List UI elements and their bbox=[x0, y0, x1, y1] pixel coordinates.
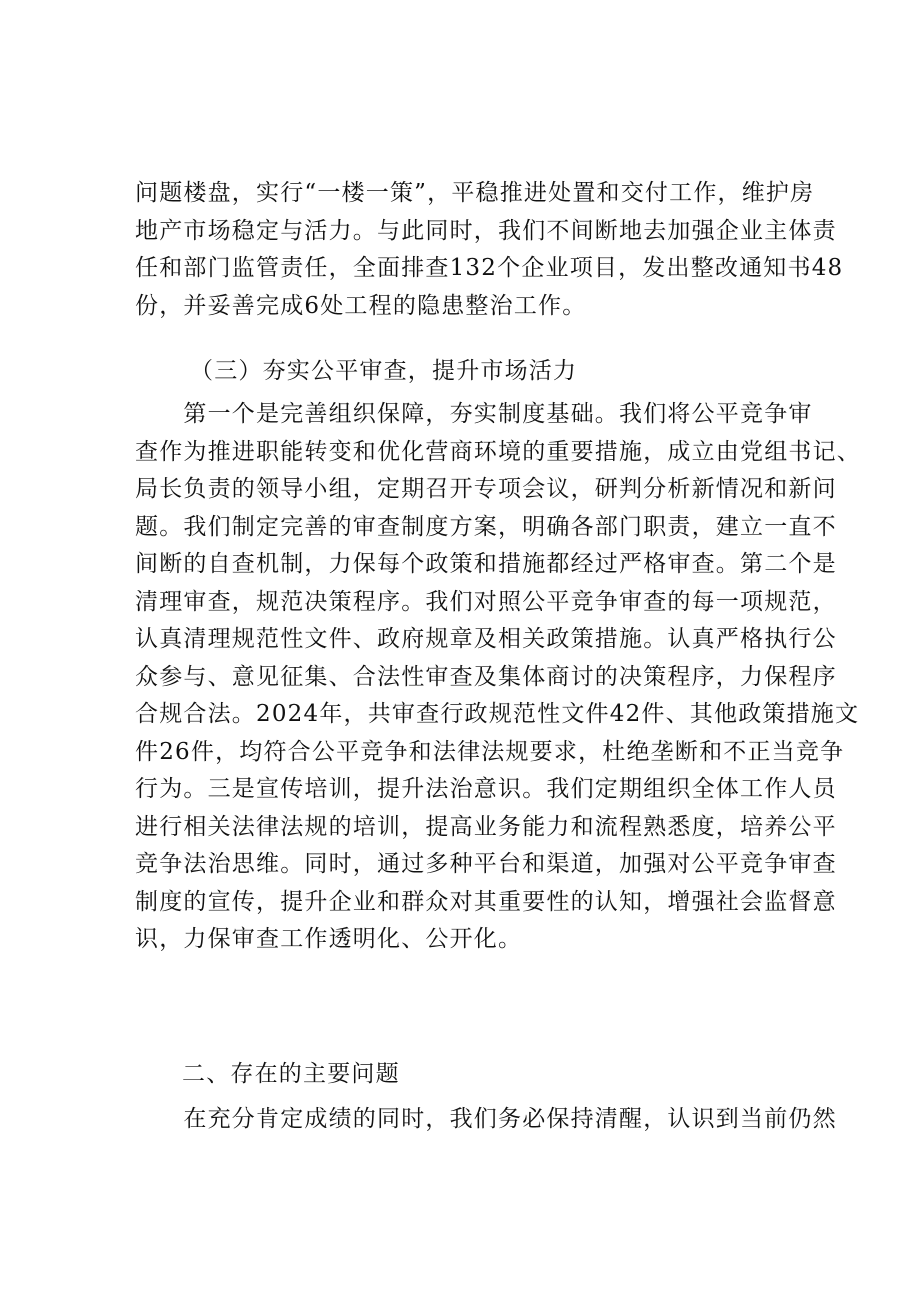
text-line: 第一个是完善组织保障，夯实制度基础。我们将公平竞争审 bbox=[135, 401, 813, 427]
text-line: 众参与、意见征集、合法性审查及集体商讨的决策程序，力保程序 bbox=[135, 663, 837, 690]
text-line: 题。我们制定完善的审查制度方案，明确各部门职责，建立一直不 bbox=[135, 513, 837, 540]
text-line: 识，力保审查工作透明化、公开化。 bbox=[135, 926, 523, 952]
text-line: 制度的宣传，提升企业和群众对其重要性的认知，增强社会监督意 bbox=[135, 888, 837, 915]
text-line: 进行相关法律法规的培训，提高业务能力和流程熟悉度，培养公平 bbox=[135, 813, 837, 840]
subheading-fair-review: （三）夯实公平审查，提升市场活力 bbox=[190, 358, 578, 384]
text-line: 任和部门监管责任，全面排查132个企业项目，发出整改通知书48 bbox=[135, 255, 844, 281]
text-line: 行为。三是宣传培训，提升法治意识。我们定期组织全体工作人员 bbox=[135, 776, 837, 802]
text-line: 合规合法。2024年，共审查行政规范性文件42件、其他政策措施文 bbox=[135, 701, 860, 727]
text-line: 清理审查，规范决策程序。我们对照公平竞争审查的每一项规范， bbox=[135, 588, 837, 615]
text-line: 件26件，均符合公平竞争和法律法规要求，杜绝垄断和不正当竞争 bbox=[135, 738, 845, 765]
text-line: 问题楼盘，实行“一楼一策”，平稳推进处置和交付工作，维护房 bbox=[135, 180, 815, 206]
paragraph-fair-competition-review bbox=[135, 396, 861, 959]
section-heading-main-problems: 二、存在的主要问题 bbox=[182, 1061, 400, 1087]
text-line: 竞争法治思维。同时，通过多种平台和渠道，加强对公平竞争审查 bbox=[135, 851, 837, 877]
text-line: 地产市场稳定与活力。与此同时，我们不间断地去加强企业主体责 bbox=[135, 217, 837, 244]
paragraph-problems-intro bbox=[135, 1101, 837, 1139]
paragraph-property-market bbox=[135, 175, 844, 325]
text-line: 在充分肯定成绩的同时，我们务必保持清醒，认识到当前仍然 bbox=[135, 1106, 837, 1132]
text-line: 查作为推进职能转变和优化营商环境的重要措施，成立由党组书记、 bbox=[135, 438, 861, 465]
text-line: 份，并妥善完成6处工程的隐患整治工作。 bbox=[135, 292, 587, 319]
text-line: 间断的自查机制，力保每个政策和措施都经过严格审查。第二个是 bbox=[135, 551, 837, 577]
text-line: 认真清理规范性文件、政府规章及相关政策措施。认真严格执行公 bbox=[135, 626, 837, 652]
text-line: 局长负责的领导小组，定期召开专项会议，研判分析新情况和新问 bbox=[135, 476, 837, 502]
